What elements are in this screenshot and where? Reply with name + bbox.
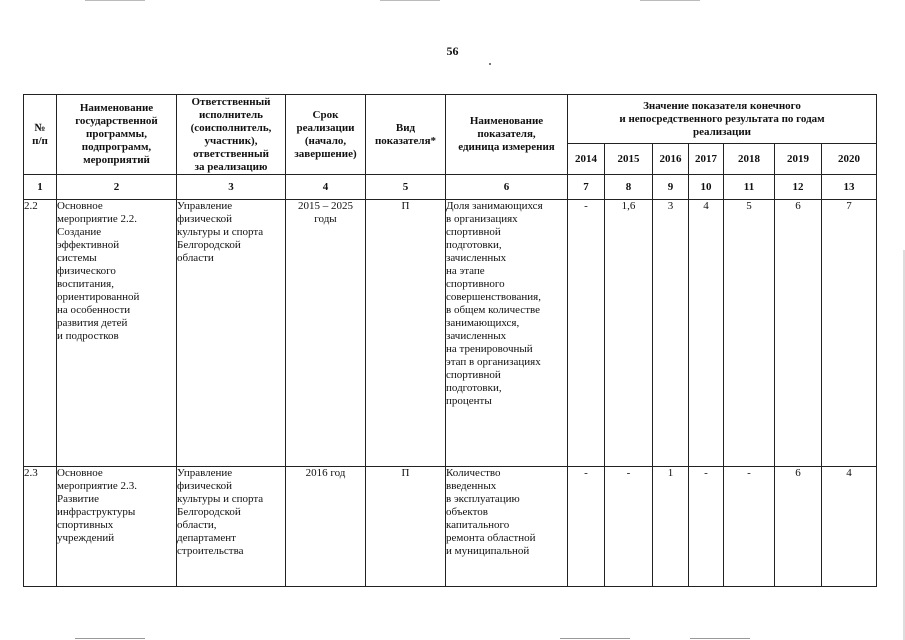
header-values-group: Значение показателя конечного и непосредственного результата по годам реализации [568,95,877,144]
header-year: 2020 [822,144,877,175]
header-period: Срок реализации (начало, завершение) [286,95,366,175]
header-year: 2014 [568,144,605,175]
scan-bottom-line [690,638,750,639]
column-number: 6 [446,175,568,200]
header-year: 2015 [605,144,653,175]
header-year: 2016 [653,144,689,175]
header-year: 2019 [775,144,822,175]
scan-bottom-line [75,638,145,639]
indicators-table [23,94,877,587]
column-number: 11 [724,175,775,200]
row-period: 2015 – 2025 годы [286,200,366,467]
column-number: 1 [24,175,57,200]
header-indicator: Наименование показателя, единица измерения [446,95,568,175]
column-number: 7 [568,175,605,200]
column-numbers-row [24,175,877,200]
row-value-2020: 4 [822,467,877,587]
column-number: 12 [775,175,822,200]
row-value-2014: - [568,200,605,467]
header-year: 2018 [724,144,775,175]
row-value-2018: 5 [724,200,775,467]
column-number: 2 [57,175,177,200]
row-value-2019: 6 [775,467,822,587]
row-indicator: Доля занимающихся в организациях спортивной подготовки, зачисленных на этапе спортивного совершенствования, в общем количестве занимающихся, зачисленных на тренировочный этап в организациях спортивной подготовки, проценты [446,200,568,467]
row-value-2015: - [605,467,653,587]
row-name: Основное мероприятие 2.2. Создание эффективной системы физического воспитания, ориентированной на особенности развития детей и подростков [57,200,177,467]
row-indicator: Количество введенных в эксплуатацию объектов капитального ремонта областной и муниципальной [446,467,568,587]
row-value-2014: - [568,467,605,587]
row-name: Основное мероприятие 2.3. Развитие инфраструктуры спортивных учреждений [57,467,177,587]
column-number: 9 [653,175,689,200]
row-value-2017: 4 [689,200,724,467]
column-number: 13 [822,175,877,200]
row-kind: П [366,467,446,587]
row-num: 2.3 [24,467,57,587]
header-name: Наименование государственной программы, подпрограмм, мероприятий [57,95,177,175]
row-value-2015: 1,6 [605,200,653,467]
scan-bottom-line [560,638,630,639]
row-value-2019: 6 [775,200,822,467]
row-value-2016: 3 [653,200,689,467]
row-value-2020: 7 [822,200,877,467]
column-number: 4 [286,175,366,200]
row-num: 2.2 [24,200,57,467]
page-number: 56 [446,44,459,58]
row-value-2018: - [724,467,775,587]
header-executor: Ответственный исполнитель (соисполнитель, участник), ответственный за реализацию [177,95,286,175]
row-period: 2016 год [286,467,366,587]
row-value-2016: 1 [653,467,689,587]
column-number: 5 [366,175,446,200]
header-year: 2017 [689,144,724,175]
column-number: 10 [689,175,724,200]
column-number: 3 [177,175,286,200]
row-executor: Управление физической культуры и спорта Белгородской области, департамент строительства [177,467,286,587]
scan-top-line [380,0,440,1]
row-value-2017: - [689,467,724,587]
column-number: 8 [605,175,653,200]
scan-speck [489,63,491,65]
header-kind: Вид показателя* [366,95,446,175]
row-executor: Управление физической культуры и спорта Белгородской области [177,200,286,467]
scan-top-line [85,0,145,1]
row-kind: П [366,200,446,467]
table-row [24,467,877,587]
table-row [24,200,877,467]
header-num: № п/п [24,95,57,175]
scan-top-line [640,0,700,1]
table-header-row [24,95,877,144]
